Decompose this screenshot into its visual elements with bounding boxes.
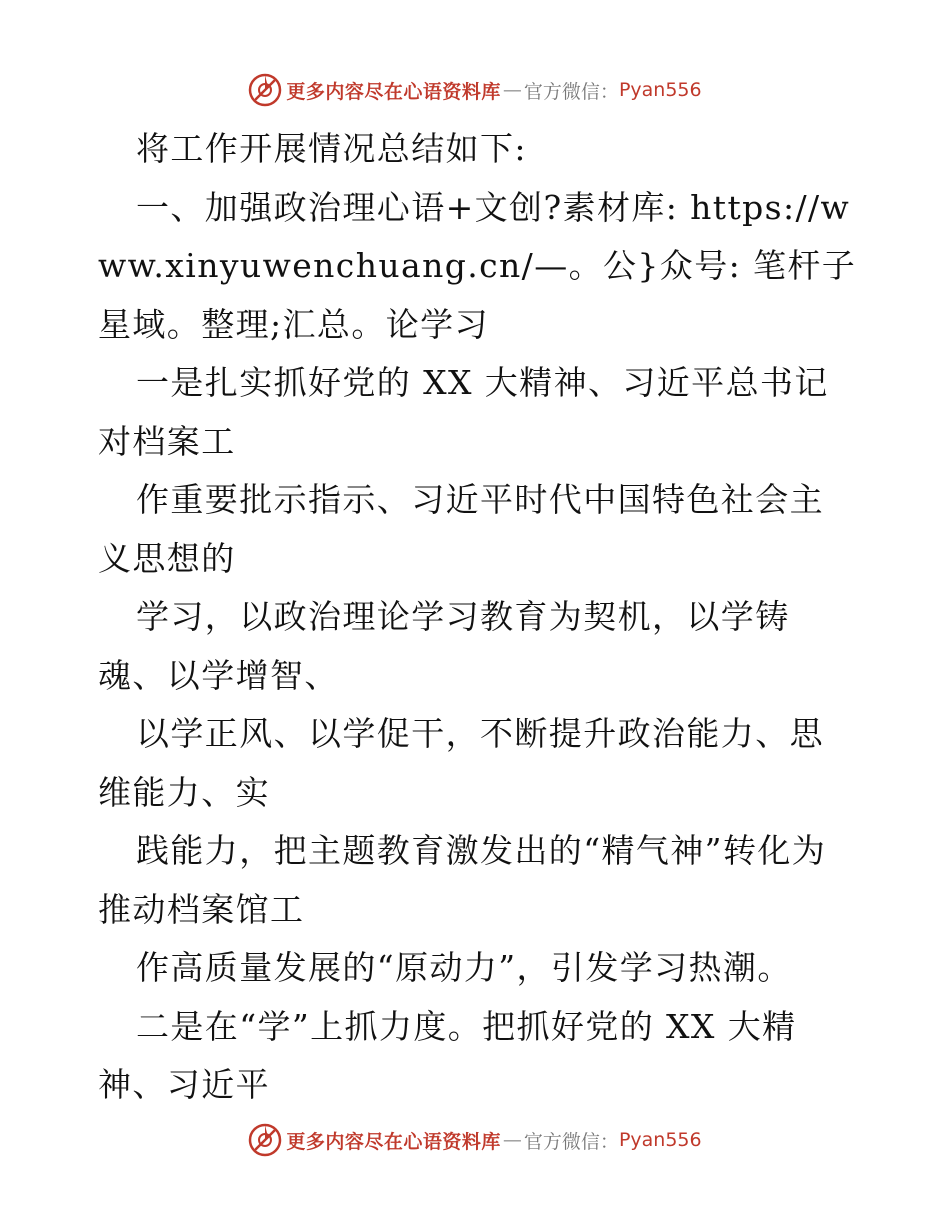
logo-icon bbox=[248, 73, 282, 107]
paragraph-6: 作高质量发展的“原动力”，引发学习热潮。 bbox=[136, 948, 792, 987]
banner-dash: — bbox=[502, 1129, 522, 1151]
paragraph-4: 以学正风、以学促干，不断提升政治能力、思维能力、实 bbox=[98, 714, 824, 812]
paragraph-intro: 将工作开展情况总结如下: bbox=[136, 129, 527, 168]
banner-title: 更多内容尽在心语资料库 bbox=[286, 1130, 501, 1153]
paragraph-3: 学习，以政治理论学习教育为契机，以学铸魂、以学增智、 bbox=[98, 597, 790, 695]
banner-label: 官方微信： bbox=[523, 1130, 619, 1153]
paragraph-1: 一是扎实抓好党的 XX 大精神、习近平总书记对档案工 bbox=[98, 363, 829, 461]
paragraph-7: 二是在“学”上抓力度。把抓好党的 XX 大精神、习近平 bbox=[98, 1006, 797, 1104]
paragraph-5: 践能力，把主题教育激发出的“精气神”转化为推动档案馆工 bbox=[98, 831, 827, 929]
document-body bbox=[98, 120, 858, 1115]
banner-wechat-id: Pyan556 bbox=[618, 79, 702, 101]
paragraph-heading-1: 一、加强政治理心语+文创?素材库: https://www.xinyuwenchuang.cn/—。公}众号: 笔杆子星域。整理;汇总。论学习 bbox=[98, 187, 857, 344]
banner-dash: — bbox=[502, 79, 522, 101]
logo-icon bbox=[248, 1123, 282, 1157]
banner-wechat-id: Pyan556 bbox=[618, 1129, 702, 1151]
banner-title: 更多内容尽在心语资料库 bbox=[286, 80, 501, 103]
footer-banner bbox=[0, 1120, 950, 1160]
header-banner bbox=[0, 70, 950, 110]
paragraph-2: 作重要批示指示、习近平时代中国特色社会主义思想的 bbox=[98, 480, 824, 578]
banner-label: 官方微信： bbox=[523, 80, 619, 103]
